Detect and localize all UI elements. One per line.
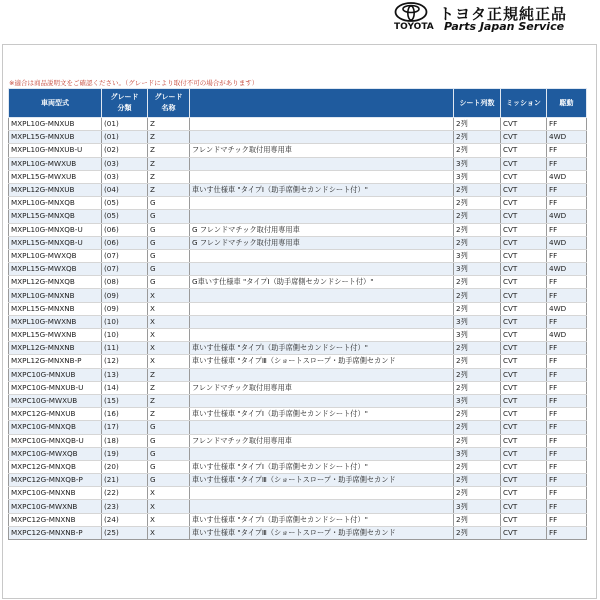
cell-grade-name: X: [148, 315, 190, 328]
cell-seats: 2列: [454, 131, 501, 144]
cell-drive: FF: [547, 289, 587, 302]
table-row: [9, 276, 587, 289]
cell-seats: 2列: [454, 474, 501, 487]
cell-mission: CVT: [501, 447, 547, 460]
cell-grade-code: (08): [102, 276, 148, 289]
cell-drive: FF: [547, 460, 587, 473]
cell-model: MXPL10G-MNXQB: [9, 197, 102, 210]
cell-grade-code: (11): [102, 342, 148, 355]
header-description: [190, 89, 454, 118]
cell-description: [190, 210, 454, 223]
cell-seats: 2列: [454, 368, 501, 381]
cell-drive: FF: [547, 421, 587, 434]
cell-mission: CVT: [501, 223, 547, 236]
cell-model: MXPL10G-MNXQB-U: [9, 223, 102, 236]
cell-mission: CVT: [501, 118, 547, 131]
table-row: [9, 526, 587, 539]
cell-mission: CVT: [501, 131, 547, 144]
cell-mission: CVT: [501, 197, 547, 210]
cell-description: [190, 263, 454, 276]
cell-grade-code: (04): [102, 183, 148, 196]
cell-description: [190, 302, 454, 315]
cell-seats: 2列: [454, 302, 501, 315]
cell-seats: 2列: [454, 236, 501, 249]
cell-description: [190, 197, 454, 210]
cell-model: MXPL12G-MNXUB: [9, 183, 102, 196]
cell-mission: CVT: [501, 368, 547, 381]
table-row: [9, 118, 587, 131]
cell-description: [190, 421, 454, 434]
cell-drive: FF: [547, 276, 587, 289]
cell-grade-name: G: [148, 197, 190, 210]
cell-seats: 2列: [454, 526, 501, 539]
cell-grade-code: (21): [102, 474, 148, 487]
cell-grade-code: (06): [102, 223, 148, 236]
cell-grade-code: (25): [102, 526, 148, 539]
cell-grade-name: X: [148, 342, 190, 355]
table-row: [9, 381, 587, 394]
cell-mission: CVT: [501, 289, 547, 302]
cell-grade-name: Z: [148, 118, 190, 131]
cell-mission: CVT: [501, 157, 547, 170]
cell-grade-name: G: [148, 447, 190, 460]
cell-grade-code: (20): [102, 460, 148, 473]
table-row: [9, 487, 587, 500]
cell-drive: 4WD: [547, 170, 587, 183]
cell-drive: FF: [547, 183, 587, 196]
cell-seats: 3列: [454, 315, 501, 328]
cell-model: MXPC12G-MNXQB: [9, 460, 102, 473]
cell-seats: 3列: [454, 447, 501, 460]
cell-mission: CVT: [501, 394, 547, 407]
cell-drive: FF: [547, 197, 587, 210]
cell-model: MXPL10G-MNXNB: [9, 289, 102, 302]
cell-description: G フレンドマチック取付用専用車: [190, 236, 454, 249]
cell-grade-name: G: [148, 223, 190, 236]
cell-seats: 3列: [454, 500, 501, 513]
table-row: [9, 500, 587, 513]
cell-grade-name: Z: [148, 394, 190, 407]
cell-description: 車いす仕様車 "タイプⅢ（ショートスロープ・助手席側セカンド: [190, 355, 454, 368]
cell-grade-name: X: [148, 355, 190, 368]
cell-drive: FF: [547, 381, 587, 394]
cell-seats: 3列: [454, 329, 501, 342]
cell-grade-code: (09): [102, 289, 148, 302]
table-row: [9, 460, 587, 473]
compatibility-table: [8, 88, 587, 540]
cell-drive: FF: [547, 144, 587, 157]
cell-grade-code: (10): [102, 315, 148, 328]
cell-grade-code: (09): [102, 302, 148, 315]
cell-mission: CVT: [501, 302, 547, 315]
cell-drive: FF: [547, 394, 587, 407]
table-row: [9, 289, 587, 302]
cell-model: MXPC10G-MNXUB: [9, 368, 102, 381]
cell-mission: CVT: [501, 408, 547, 421]
cell-model: MXPC10G-MNXQB-U: [9, 434, 102, 447]
cell-drive: 4WD: [547, 210, 587, 223]
cell-seats: 2列: [454, 381, 501, 394]
cell-mission: CVT: [501, 249, 547, 262]
cell-seats: 2列: [454, 223, 501, 236]
cell-grade-code: (03): [102, 170, 148, 183]
table-row: [9, 144, 587, 157]
cell-drive: 4WD: [547, 131, 587, 144]
table-row: [9, 236, 587, 249]
table-row: [9, 355, 587, 368]
table-row: [9, 394, 587, 407]
cell-drive: FF: [547, 342, 587, 355]
cell-seats: 2列: [454, 513, 501, 526]
cell-model: MXPL10G-MWXQB: [9, 249, 102, 262]
cell-drive: FF: [547, 513, 587, 526]
cell-description: [190, 118, 454, 131]
cell-seats: 2列: [454, 289, 501, 302]
cell-grade-name: Z: [148, 131, 190, 144]
cell-grade-code: (07): [102, 263, 148, 276]
cell-model: MXPL15G-MWXUB: [9, 170, 102, 183]
cell-model: MXPL10G-MWXUB: [9, 157, 102, 170]
cell-mission: CVT: [501, 315, 547, 328]
cell-model: MXPL15G-MNXUB: [9, 131, 102, 144]
cell-seats: 2列: [454, 342, 501, 355]
cell-grade-name: X: [148, 302, 190, 315]
table-row: [9, 131, 587, 144]
cell-grade-code: (24): [102, 513, 148, 526]
brand-header: [394, 2, 594, 32]
cell-seats: 3列: [454, 263, 501, 276]
cell-drive: FF: [547, 118, 587, 131]
table-row: [9, 157, 587, 170]
cell-grade-name: X: [148, 329, 190, 342]
cell-grade-name: Z: [148, 144, 190, 157]
cell-seats: 2列: [454, 487, 501, 500]
cell-seats: 2列: [454, 434, 501, 447]
cell-model: MXPC10G-MNXNB: [9, 487, 102, 500]
table-row: [9, 474, 587, 487]
cell-grade-name: G: [148, 460, 190, 473]
cell-model: MXPC10G-MNXQB: [9, 421, 102, 434]
cell-grade-code: (06): [102, 236, 148, 249]
cell-model: MXPL12G-MNXNB: [9, 342, 102, 355]
cell-seats: 2列: [454, 355, 501, 368]
cell-mission: CVT: [501, 460, 547, 473]
cell-grade-code: (23): [102, 500, 148, 513]
cell-drive: FF: [547, 408, 587, 421]
cell-seats: 3列: [454, 170, 501, 183]
header-grade-code: グレード 分類: [102, 89, 148, 118]
table-header-row: [9, 89, 587, 118]
cell-drive: FF: [547, 368, 587, 381]
cell-description: [190, 289, 454, 302]
cell-description: [190, 368, 454, 381]
cell-seats: 2列: [454, 197, 501, 210]
cell-grade-name: X: [148, 526, 190, 539]
cell-description: [190, 249, 454, 262]
cell-mission: CVT: [501, 276, 547, 289]
content-frame: [2, 44, 597, 599]
cell-drive: FF: [547, 526, 587, 539]
cell-grade-code: (10): [102, 329, 148, 342]
table-row: [9, 408, 587, 421]
cell-drive: FF: [547, 447, 587, 460]
cell-seats: 2列: [454, 421, 501, 434]
table-row: [9, 210, 587, 223]
cell-grade-name: X: [148, 487, 190, 500]
cell-seats: 2列: [454, 210, 501, 223]
cell-grade-code: (05): [102, 210, 148, 223]
cell-grade-name: G: [148, 249, 190, 262]
cell-drive: FF: [547, 315, 587, 328]
cell-grade-code: (19): [102, 447, 148, 460]
cell-model: MXPL15G-MNXNB: [9, 302, 102, 315]
cell-mission: CVT: [501, 526, 547, 539]
cell-grade-code: (14): [102, 381, 148, 394]
cell-mission: CVT: [501, 500, 547, 513]
cell-description: [190, 315, 454, 328]
cell-seats: 2列: [454, 144, 501, 157]
cell-grade-code: (13): [102, 368, 148, 381]
cell-model: MXPL10G-MWXNB: [9, 315, 102, 328]
cell-grade-name: Z: [148, 157, 190, 170]
table-row: [9, 447, 587, 460]
cell-seats: 2列: [454, 408, 501, 421]
cell-description: 車いす仕様車 "タイプⅠ（助手席側セカンドシート付）": [190, 342, 454, 355]
table-row: [9, 263, 587, 276]
toyota-logo-icon: [394, 2, 428, 22]
table-row: [9, 302, 587, 315]
cell-seats: 2列: [454, 118, 501, 131]
cell-model: MXPL10G-MNXUB-U: [9, 144, 102, 157]
cell-drive: FF: [547, 223, 587, 236]
table-row: [9, 249, 587, 262]
cell-grade-name: X: [148, 289, 190, 302]
cell-grade-name: Z: [148, 408, 190, 421]
cell-grade-name: G: [148, 276, 190, 289]
cell-mission: CVT: [501, 210, 547, 223]
table-row: [9, 315, 587, 328]
cell-mission: CVT: [501, 434, 547, 447]
cell-grade-name: Z: [148, 368, 190, 381]
table-row: [9, 197, 587, 210]
cell-model: MXPL15G-MWXQB: [9, 263, 102, 276]
cell-model: MXPL12G-MNXNB-P: [9, 355, 102, 368]
cell-description: [190, 329, 454, 342]
cell-drive: 4WD: [547, 236, 587, 249]
cell-model: MXPC10G-MWXUB: [9, 394, 102, 407]
cell-description: フレンドマチック取付用専用車: [190, 144, 454, 157]
cell-model: MXPC12G-MNXUB: [9, 408, 102, 421]
cell-model: MXPC12G-MNXQB-P: [9, 474, 102, 487]
cell-grade-code: (01): [102, 118, 148, 131]
header-seats: シート列数: [454, 89, 501, 118]
cell-grade-name: G: [148, 236, 190, 249]
cell-mission: CVT: [501, 513, 547, 526]
cell-description: フレンドマチック取付用専用車: [190, 381, 454, 394]
cell-drive: FF: [547, 249, 587, 262]
cell-drive: FF: [547, 474, 587, 487]
header-grade-name: グレード 名称: [148, 89, 190, 118]
cell-mission: CVT: [501, 144, 547, 157]
cell-description: フレンドマチック取付用専用車: [190, 434, 454, 447]
cell-seats: 2列: [454, 183, 501, 196]
cell-grade-name: G: [148, 474, 190, 487]
cell-description: [190, 170, 454, 183]
cell-mission: CVT: [501, 474, 547, 487]
cell-mission: CVT: [501, 183, 547, 196]
cell-model: MXPL15G-MNXQB: [9, 210, 102, 223]
table-row: [9, 223, 587, 236]
cell-grade-name: X: [148, 500, 190, 513]
cell-model: MXPL15G-MWXNB: [9, 329, 102, 342]
cell-model: MXPC12G-MNXNB-P: [9, 526, 102, 539]
cell-grade-name: G: [148, 421, 190, 434]
cell-mission: CVT: [501, 342, 547, 355]
cell-grade-name: Z: [148, 183, 190, 196]
cell-description: 車いす仕様車 "タイプⅢ（ショートスロープ・助手席側セカンド: [190, 474, 454, 487]
cell-drive: FF: [547, 157, 587, 170]
brand-company: TOYOTA: [394, 22, 434, 32]
header-model: 車両型式: [9, 89, 102, 118]
cell-description: 車いす仕様車 "タイプⅢ（ショートスロープ・助手席側セカンド: [190, 526, 454, 539]
cell-drive: 4WD: [547, 302, 587, 315]
cell-seats: 3列: [454, 394, 501, 407]
cell-grade-code: (15): [102, 394, 148, 407]
compatibility-note: ※適合は商品説明文をご確認ください。（グレードにより取付不可の場合があります）: [9, 79, 259, 87]
table-row: [9, 434, 587, 447]
table-row: [9, 170, 587, 183]
cell-model: MXPC10G-MNXUB-U: [9, 381, 102, 394]
cell-grade-name: Z: [148, 170, 190, 183]
cell-model: MXPC12G-MNXNB: [9, 513, 102, 526]
cell-description: [190, 394, 454, 407]
brand-service: Parts Japan Service: [444, 20, 565, 33]
cell-grade-code: (05): [102, 197, 148, 210]
header-mission: ミッション: [501, 89, 547, 118]
cell-mission: CVT: [501, 381, 547, 394]
brand-title: トヨタ正規純正品: [439, 5, 568, 23]
cell-grade-name: G: [148, 434, 190, 447]
cell-model: MXPL10G-MNXUB: [9, 118, 102, 131]
cell-grade-name: Z: [148, 381, 190, 394]
cell-description: [190, 500, 454, 513]
table-row: [9, 421, 587, 434]
cell-grade-name: G: [148, 210, 190, 223]
cell-grade-code: (17): [102, 421, 148, 434]
cell-seats: 3列: [454, 157, 501, 170]
cell-mission: CVT: [501, 236, 547, 249]
cell-mission: CVT: [501, 170, 547, 183]
cell-grade-name: X: [148, 513, 190, 526]
cell-seats: 2列: [454, 460, 501, 473]
cell-description: [190, 157, 454, 170]
cell-drive: 4WD: [547, 329, 587, 342]
cell-description: 車いす仕様車 "タイプⅠ（助手席側セカンドシート付）": [190, 183, 454, 196]
cell-description: [190, 487, 454, 500]
cell-drive: 4WD: [547, 263, 587, 276]
cell-description: 車いす仕様車 "タイプⅠ（助手席側セカンドシート付）": [190, 408, 454, 421]
table-row: [9, 183, 587, 196]
cell-grade-code: (03): [102, 157, 148, 170]
cell-description: [190, 131, 454, 144]
cell-mission: CVT: [501, 421, 547, 434]
table-row: [9, 342, 587, 355]
cell-drive: FF: [547, 355, 587, 368]
table-row: [9, 368, 587, 381]
cell-mission: CVT: [501, 355, 547, 368]
cell-grade-code: (02): [102, 144, 148, 157]
cell-grade-code: (12): [102, 355, 148, 368]
cell-drive: FF: [547, 434, 587, 447]
cell-grade-code: (01): [102, 131, 148, 144]
cell-seats: 3列: [454, 249, 501, 262]
cell-mission: CVT: [501, 487, 547, 500]
cell-model: MXPL12G-MNXQB: [9, 276, 102, 289]
cell-grade-code: (16): [102, 408, 148, 421]
table-row: [9, 329, 587, 342]
table-row: [9, 513, 587, 526]
cell-description: [190, 447, 454, 460]
cell-drive: FF: [547, 500, 587, 513]
cell-grade-code: (22): [102, 487, 148, 500]
cell-seats: 2列: [454, 276, 501, 289]
cell-grade-code: (07): [102, 249, 148, 262]
cell-model: MXPC10G-MWXNB: [9, 500, 102, 513]
cell-model: MXPL15G-MNXQB-U: [9, 236, 102, 249]
cell-description: G フレンドマチック取付用専用車: [190, 223, 454, 236]
header-drive: 駆動: [547, 89, 587, 118]
cell-description: 車いす仕様車 "タイプⅠ（助手席側セカンドシート付）": [190, 513, 454, 526]
cell-mission: CVT: [501, 329, 547, 342]
cell-grade-name: G: [148, 263, 190, 276]
cell-grade-code: (18): [102, 434, 148, 447]
cell-description: 車いす仕様車 "タイプⅠ（助手席側セカンドシート付）": [190, 460, 454, 473]
cell-model: MXPC10G-MWXQB: [9, 447, 102, 460]
cell-drive: FF: [547, 487, 587, 500]
cell-mission: CVT: [501, 263, 547, 276]
cell-description: G車いす仕様車 "タイプⅠ（助手席側セカンドシート付）": [190, 276, 454, 289]
